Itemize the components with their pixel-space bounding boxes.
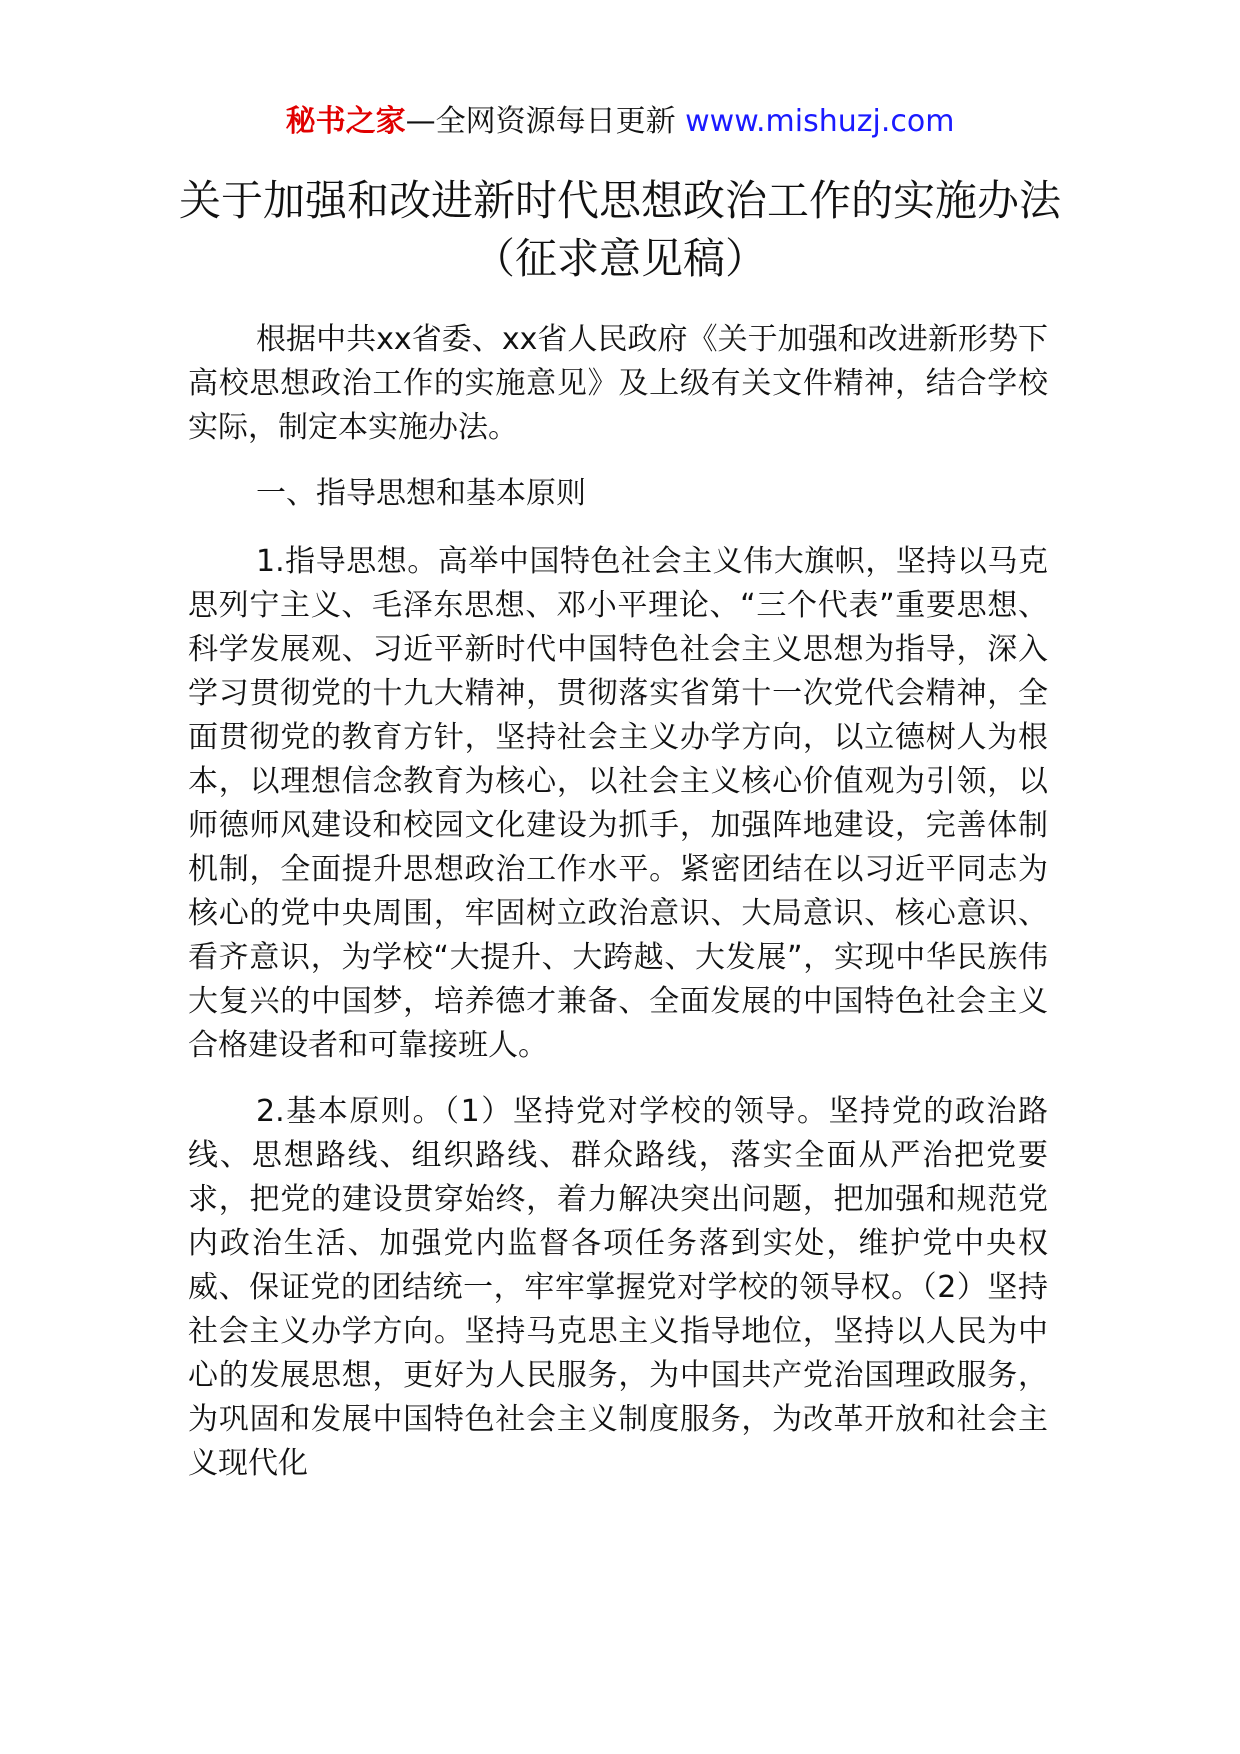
document-title: 关于加强和改进新时代思想政治工作的实施办法（征求意见稿） <box>178 176 1061 283</box>
guiding-ideology-paragraph: 1.指导思想。高举中国特色社会主义伟大旗帜，坚持以马克思列宁主义、毛泽东思想、邓小平理论、“三个代表”重要思想、科学发展观、习近平新时代中国特色社会主义思想为指导，深入学习贯彻党的十九大精神，贯彻落实省第十一次党代会精神，全面贯彻党的教育方针，坚持社会主义办学方向，以立德树人为根本，以理想信念教育为核心，以社会主义核心价值观为引领，以师德师风建设和校园文化建设为抓手，加强阵地建设，完善体制机制，全面提升思想政治工作水平。紧密团结在以习近平同志为核心的党中央周围，牢固树立政治意识、大局意识、核心意识、看齐意识，为学校“大提升、大跨越、大发展”，实现中华民族伟大复兴的中国梦，培养德才兼备、全面发展的中国特色社会主义合格建设者和可靠接班人。 <box>188 544 1048 1063</box>
intro-paragraph: 根据中共xx省委、xx省人民政府《关于加强和改进新形势下高校思想政治工作的实施意见》及上级有关文件精神，结合学校实际，制定本实施办法。 <box>188 322 1048 445</box>
section-heading: 一、指导思想和基本原则 <box>256 476 586 511</box>
site-header <box>0 102 1240 142</box>
document-body <box>188 318 1048 1508</box>
header-tagline: —全网资源每日更新 <box>405 104 676 139</box>
site-url-link[interactable]: www.mishuzj.com <box>685 104 955 139</box>
basic-principles-paragraph: 2.基本原则。（1）坚持党对学校的领导。坚持党的政治路线、思想路线、组织路线、群众路线，落实全面从严治把党要求，把党的建设贯穿始终，着力解决突出问题，把加强和规范党内政治生活、加强党内监督各项任务落到实处，维护党中央权威、保证党的团结统一，牢牢掌握党对学校的领导权。（2）坚持社会主义办学方向。坚持马克思主义指导地位，坚持以人民为中心的发展思想，更好为人民服务，为中国共产党治国理政服务，为巩固和发展中国特色社会主义制度服务，为改革开放和社会主义现代化 <box>188 1094 1048 1481</box>
brand-name: 秘书之家 <box>285 104 406 139</box>
